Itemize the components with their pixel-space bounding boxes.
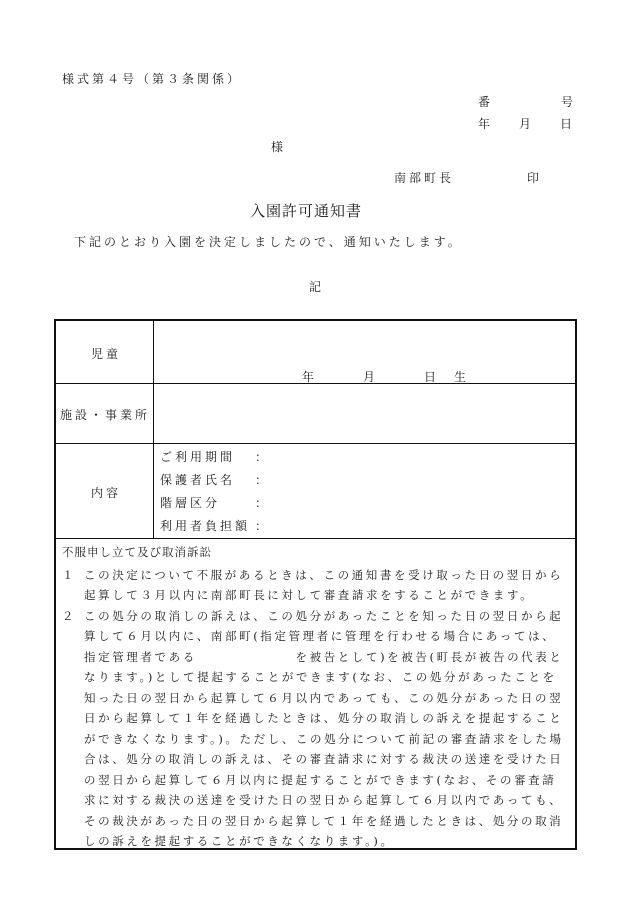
page-title: 入園許可通知書 xyxy=(250,202,363,220)
content-item-label: 階層区分 xyxy=(160,496,221,510)
date-year: 年 xyxy=(478,117,494,131)
facility-label: 施設・事業所 xyxy=(60,408,151,422)
content-item-colon: ： xyxy=(255,450,271,464)
addressee-suffix: 様 xyxy=(271,140,287,154)
birth-day: 日 xyxy=(424,370,440,384)
birth-year: 年 xyxy=(302,370,318,384)
content-item-label: 利用者負担額 xyxy=(160,519,251,533)
appeal-item-text: この処分の取消しの訴えは、この処分があったことを知った日の翌日から起算して６月以内に、南部町(指定管理者に管理を行わせる場合にあっては、指定管理者である を被告として)を被告(町長が被告の代表となります。)として提起することができます(なお、この処分があったことを知った日の翌日から起算して６月以内であっても、この処分があった日の翌日から起算して１年を経過したときは、処分の取消しの訴えを提起することができなくなります。)。ただし、この処分について前記の審査請求をした場合は、処分の取消しの訴えは、その審査請求に対する裁決の送達を受けた日の翌日から起算して６月以内に提起することができます(なお、その審査請求に対する裁決の送達を受けた日の翌日から起算して６月以内であっても、その裁決があった日の翌日から起算して１年を経過したときは、処分の取消しの訴えを提起することができなくなります。)。 xyxy=(84,608,564,848)
issuer: 南部町長 xyxy=(394,171,455,185)
content-label: 内容 xyxy=(91,486,122,500)
column-divider xyxy=(153,321,154,538)
appeal-item xyxy=(62,565,569,606)
date-day: 日 xyxy=(560,117,576,131)
appeal-item xyxy=(62,606,569,852)
ki-label: 記 xyxy=(309,280,325,294)
row-divider xyxy=(56,538,575,539)
birth-month: 月 xyxy=(363,370,379,384)
appeal-item-text: この決定について不服があるときは、この通知書を受け取った日の翌日から起算して３月以内に南部町長に対して審査請求をすることができます。 xyxy=(84,567,564,602)
number-label: 番 xyxy=(478,95,494,109)
content-item-label: 保護者氏名 xyxy=(160,473,236,487)
child-label: 児童 xyxy=(91,347,122,361)
content-item-colon: ： xyxy=(255,496,271,510)
date-month: 月 xyxy=(519,117,535,131)
number-suffix: 号 xyxy=(561,95,577,109)
appeal-section xyxy=(62,542,569,852)
appeal-heading: 不服申し立て及び取消訴訟 xyxy=(62,545,212,559)
row-divider xyxy=(56,443,575,444)
appeal-item-number: ２ xyxy=(62,608,77,623)
details-table xyxy=(54,319,577,850)
birth-suffix: 生 xyxy=(454,370,470,384)
form-label: 様式第４号（第３条関係） xyxy=(62,72,243,86)
seal-mark: 印 xyxy=(527,171,543,185)
content-item-label: ご利用期間 xyxy=(160,450,236,464)
intro-text: 下記のとおり入園を決定しましたので、通知いたします。 xyxy=(74,235,463,249)
content-item-colon: ： xyxy=(255,473,271,487)
content-item-colon: ： xyxy=(255,519,271,533)
appeal-item-number: １ xyxy=(62,567,77,582)
